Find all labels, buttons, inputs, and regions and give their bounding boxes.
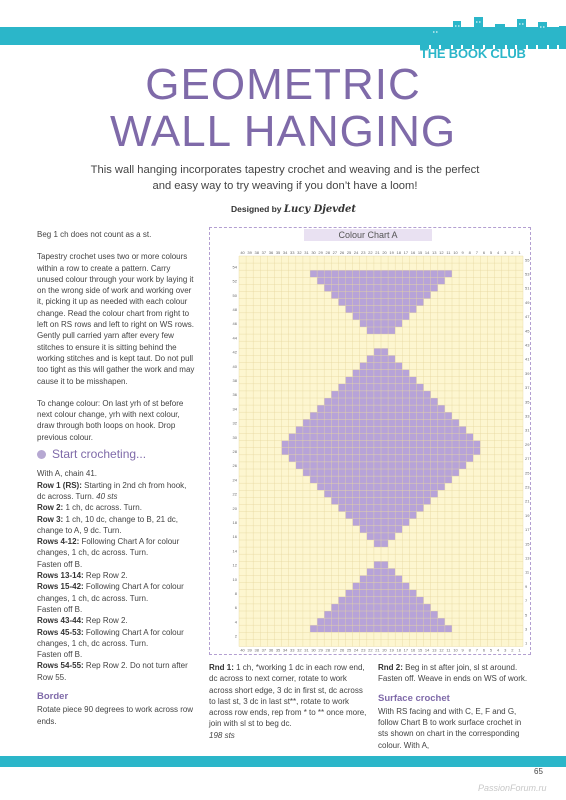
column-label: 5 <box>489 647 493 653</box>
instruction-row: Rnd 2: Beg in st after join, sl st around. Fasten off. Weave in ends on WS of work. <box>378 663 528 684</box>
column-label: 14 <box>424 647 430 653</box>
column-label: 33 <box>290 250 295 255</box>
column-label: 7 <box>475 647 478 653</box>
column-label: 38 <box>254 250 259 255</box>
column-label: 18 <box>396 250 401 255</box>
instruction-row: Row 2: 1 ch, dc across. Turn. <box>37 503 142 513</box>
column-label: 5 <box>489 250 493 255</box>
column-label: 29 <box>318 250 323 255</box>
column-label: 4 <box>497 647 500 653</box>
body-paragraph: Rotate piece 90 degrees to work across row ends. <box>37 705 194 726</box>
column-label: 27 <box>332 647 338 653</box>
column-label: 36 <box>268 647 274 653</box>
instruction-row: Rows 45-53: Following Chart A for colour changes, 1 ch, dc across. Turn. <box>37 627 184 648</box>
instruction-row: Rows 4-12: Following Chart A for colour changes, 1 ch, dc across. Turn. <box>37 537 180 558</box>
body-paragraph: Beg 1 ch does not count as a st. <box>37 230 152 239</box>
column-label: 8 <box>468 250 471 255</box>
row-label-left: 22 <box>232 491 237 497</box>
column-label: 16 <box>410 250 416 255</box>
column-label: 37 <box>261 250 267 255</box>
column-label: 28 <box>325 647 330 653</box>
instruction-line: Fasten off B. <box>37 604 83 614</box>
column-label: 3 <box>504 647 507 653</box>
byline <box>231 204 356 215</box>
row-label-right: 29 <box>525 441 530 447</box>
row-label-right: 13 <box>525 555 530 561</box>
stitch-count: 198 sts <box>209 730 235 740</box>
column-label: 38 <box>254 647 259 653</box>
column-label: 35 <box>275 250 281 255</box>
author-name: Lucy Djevdet <box>283 204 357 215</box>
column-label: 1 <box>518 250 521 255</box>
row-label-right: 1 <box>525 640 528 646</box>
instruction-row: Rnd 1: 1 ch, *working 1 dc in each row end, dc across to next corner, rotate to work across short edge, 3 dc in first st, dc across to last st, 3 dc in last st**, rotate to work across row ends, rep from * to ** once more, join with sl st to beg dc. <box>209 663 367 729</box>
instruction-line: With A, chain 41. <box>37 469 98 479</box>
row-label-left: 46 <box>232 321 237 327</box>
row-label-right: 45 <box>525 328 530 334</box>
row-label-right: 35 <box>525 399 530 405</box>
section-label: THE BOOK CLUB <box>420 46 526 61</box>
column-label: 26 <box>339 647 345 653</box>
row-label-right: 39 <box>525 370 530 376</box>
column-label: 32 <box>297 250 302 255</box>
row-label-left: 16 <box>232 534 237 540</box>
column-label: 33 <box>290 647 295 653</box>
row-label-left: 30 <box>232 434 237 440</box>
column-label: 24 <box>353 250 359 255</box>
row-label-right: 25 <box>525 470 530 476</box>
page-title-line-1: GEOMETRIC <box>145 60 421 109</box>
row-label-left: 42 <box>232 349 237 355</box>
column-label: 16 <box>410 647 416 653</box>
row-label-right: 19 <box>525 512 530 518</box>
column-label: 8 <box>468 647 471 653</box>
surface-crochet-heading: Surface crochet <box>378 692 450 704</box>
column-label: 2 <box>511 647 514 653</box>
column-label: 36 <box>268 250 274 255</box>
rnd1-column <box>209 662 369 741</box>
row-label-right: 15 <box>525 541 530 547</box>
row-label-left: 10 <box>232 576 237 582</box>
row-label-right: 37 <box>525 385 530 391</box>
column-label: 23 <box>361 647 366 653</box>
bottom-banner-bar <box>0 756 566 767</box>
row-label-left: 4 <box>234 619 237 625</box>
row-label-right: 23 <box>525 484 530 490</box>
row-label-right: 53 <box>525 271 530 277</box>
body-paragraph: Tapestry crochet uses two or more colours within a row to create a pattern. Carry unused colour through your work by laying it on the wrong side of work and working over it, picking it up as needed with each colour change. Read the colour chart from right to left on RS rows and left to right on WS rows. Gently pull carried yarn after every few stitches to ensure it is sitting behind the working stitches and is kept taut. Do not pull too tight as this will gather the work and may cause it to be misshapen. <box>37 252 195 386</box>
column-label: 7 <box>475 250 478 255</box>
row-label-left: 18 <box>232 520 237 526</box>
column-label: 24 <box>353 647 359 653</box>
row-label-right: 51 <box>525 285 530 291</box>
chart-title: Colour Chart A <box>304 229 432 241</box>
column-label: 4 <box>497 250 500 255</box>
column-label: 39 <box>247 250 252 255</box>
row-label-right: 41 <box>525 356 530 362</box>
row-label-left: 32 <box>232 420 237 426</box>
column-label: 9 <box>461 647 464 653</box>
row-label-left: 24 <box>232 477 237 483</box>
row-label-right: 27 <box>525 456 530 462</box>
intro-text: This wall hanging incorporates tapestry crochet and weaving and is the perfect and easy way to try weaving if you don’t have a loom! <box>90 164 480 192</box>
page-number: 65 <box>534 767 543 776</box>
column-label: 12 <box>439 647 444 653</box>
column-label: 25 <box>346 250 352 255</box>
column-label: 22 <box>368 250 373 255</box>
body-paragraph: With RS facing and with C, E, F and G, follow Chart B to work surface crochet in sts shown on chart in the corresponding colour. With A, <box>378 706 522 750</box>
row-label-left: 36 <box>232 392 237 398</box>
column-label: 11 <box>446 250 451 255</box>
instruction-row: Rows 43-44: Rep Row 2. <box>37 616 128 626</box>
column-label: 37 <box>261 647 267 653</box>
column-label: 19 <box>389 647 394 653</box>
instruction-row: Row 3: 1 ch, 10 dc, change to B, 21 dc, change to A, 9 dc. Turn. <box>37 514 178 535</box>
row-label-right: 21 <box>525 498 530 504</box>
column-label: 28 <box>325 250 330 255</box>
row-label-right: 49 <box>525 299 530 305</box>
column-label: 32 <box>297 647 302 653</box>
row-label-left: 50 <box>232 292 237 298</box>
column-label: 23 <box>361 250 366 255</box>
column-label: 20 <box>382 647 387 653</box>
instruction-line: Fasten off B. <box>37 559 83 569</box>
instruction-row: Rows 15-42: Following Chart A for colour changes, 1 ch, dc across. Turn. <box>37 582 184 603</box>
column-label: 40 <box>240 647 245 653</box>
column-label: 34 <box>282 647 288 653</box>
instruction-row: Rows 13-14: Rep Row 2. <box>37 571 128 581</box>
row-label-left: 20 <box>232 505 237 511</box>
column-label: 20 <box>382 250 387 255</box>
row-label-right: 9 <box>525 583 528 589</box>
column-label: 25 <box>346 647 352 653</box>
row-label-right: 7 <box>525 598 528 604</box>
column-label: 9 <box>461 250 464 255</box>
rnd2-column <box>378 662 533 751</box>
column-label: 10 <box>453 647 458 653</box>
instruction-row: Rows 54-55: Rep Row 2. Do not turn after Row 55. <box>37 661 188 682</box>
column-label: 27 <box>332 250 338 255</box>
row-label-right: 55 <box>525 257 530 263</box>
row-label-left: 38 <box>232 378 237 384</box>
column-label: 21 <box>375 250 380 255</box>
row-label-right: 17 <box>525 527 530 533</box>
bullet-dot-icon <box>37 450 46 459</box>
row-label-right: 5 <box>525 612 528 618</box>
instruction-line: Fasten off B. <box>37 650 83 660</box>
column-label: 40 <box>240 250 245 255</box>
row-label-left: 40 <box>232 363 237 369</box>
column-label: 17 <box>403 250 409 255</box>
row-label-left: 34 <box>232 406 237 412</box>
section-heading-start: Start crocheting... <box>37 449 197 460</box>
column-label: 13 <box>432 250 437 255</box>
row-label-left: 2 <box>234 633 237 639</box>
row-label-right: 11 <box>525 569 530 575</box>
column-label: 6 <box>482 647 486 653</box>
row-label-left: 26 <box>232 463 237 469</box>
column-label: 31 <box>304 250 309 255</box>
row-label-left: 48 <box>232 307 237 313</box>
column-label: 22 <box>368 647 373 653</box>
body-paragraph: To change colour: On last yrh of st before next colour change, yrh with next colour, draw through both loops on hook. Drop previous colour. <box>37 398 184 442</box>
left-column <box>37 229 197 727</box>
row-label-right: 33 <box>525 413 530 419</box>
column-label: 13 <box>432 647 437 653</box>
column-label: 34 <box>282 250 288 255</box>
row-label-right: 3 <box>525 626 528 632</box>
row-label-left: 6 <box>234 605 237 611</box>
row-label-left: 8 <box>234 591 237 597</box>
row-label-left: 14 <box>232 548 237 554</box>
column-label: 1 <box>518 647 521 653</box>
page-title-line-2: WALL HANGING <box>109 107 457 156</box>
instruction-row: Row 1 (RS): Starting in 2nd ch from hook, dc across. Turn. 40 sts <box>37 480 187 501</box>
column-label: 2 <box>511 250 514 255</box>
border-heading: Border <box>37 690 69 702</box>
row-label-right: 31 <box>525 427 530 433</box>
column-label: 11 <box>446 647 451 653</box>
column-label: 31 <box>304 647 309 653</box>
column-label: 15 <box>417 250 423 255</box>
column-label: 26 <box>339 250 345 255</box>
column-label: 18 <box>396 647 401 653</box>
column-label: 17 <box>403 647 409 653</box>
column-label: 29 <box>318 647 323 653</box>
column-label: 6 <box>482 250 486 255</box>
column-label: 15 <box>417 647 423 653</box>
column-label: 12 <box>439 250 444 255</box>
column-label: 30 <box>311 647 316 653</box>
row-label-left: 44 <box>232 335 237 341</box>
row-label-right: 43 <box>525 342 530 348</box>
column-label: 3 <box>504 250 507 255</box>
row-label-left: 12 <box>232 562 237 568</box>
column-label: 21 <box>375 647 380 653</box>
column-label: 35 <box>275 647 281 653</box>
column-label: 39 <box>247 647 252 653</box>
column-label: 14 <box>424 250 430 255</box>
row-label-left: 28 <box>232 449 237 455</box>
row-label-left: 54 <box>232 264 237 270</box>
row-label-right: 47 <box>525 314 530 320</box>
watermark: PassionForum.ru <box>478 783 547 793</box>
row-label-left: 52 <box>232 278 237 284</box>
colour-chart-grid <box>229 249 530 653</box>
column-label: 10 <box>453 250 458 255</box>
column-label: 30 <box>311 250 316 255</box>
byline-prefix: Designed by <box>231 204 282 214</box>
column-label: 19 <box>389 250 394 255</box>
